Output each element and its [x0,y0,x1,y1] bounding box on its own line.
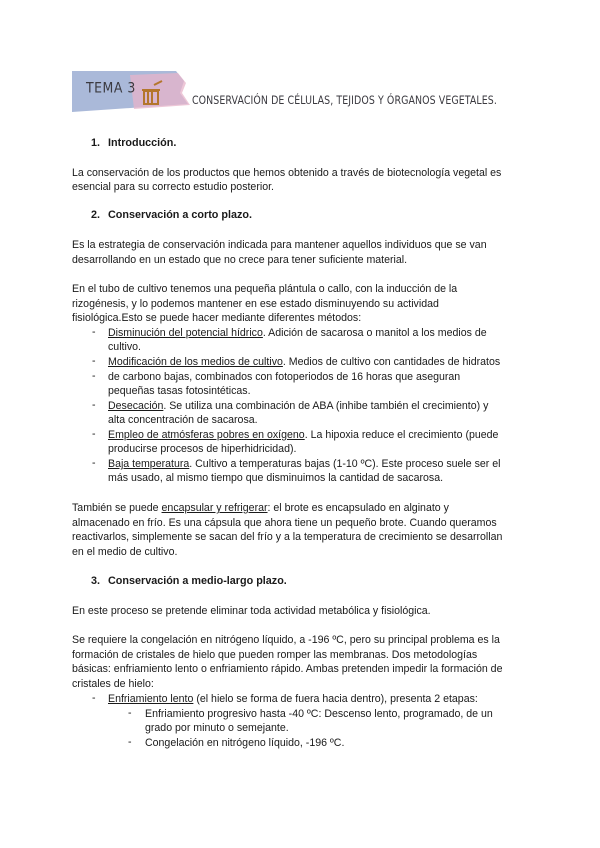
method-term: Disminución del potencial hídrico [108,327,263,339]
paragraph-line: Se requiere la congelación en nitrógeno líquido, a -196 ºC, pero su principal problema es la [72,634,500,646]
list-bullet: - [92,428,96,440]
paragraph-line: básicas: enfriamiento lento o enfriamiento rápido. Ambas pretenden impedir la formación de [72,663,503,675]
text-run: También se puede [72,502,162,514]
method-term: Baja temperatura [108,458,190,470]
list-bullet: - [92,370,96,382]
method-desc: . Medios de cultivo con cantidades de hidratos [282,356,501,368]
list-item-continuation: alta concentración de sacarosa. [108,414,258,426]
method-desc: (el hielo se forma de fuera hacia dentro), presenta 2 etapas: [193,693,478,705]
paragraph-line: desarrollando en un estado que no crece para tener suficiente material. [72,254,408,266]
section-3-heading: Conservación a medio-largo plazo. [108,575,287,587]
list-item [108,355,500,369]
document-title: CONSERVACIÓN DE CÉLULAS, TEJIDOS Y ÓRGANOS VEGETALES. [192,93,497,107]
method-term: encapsular y refrigerar [161,502,268,514]
paragraph-line: en el medio de cultivo. [72,546,178,558]
list-item-continuation: más usado, al mismo tiempo que disminuimos la cantidad de sacarosa. [108,472,444,484]
paragraph-line: reactivarlos, simplemente se sacan del frío y a la temperatura de crecimiento se desarrollan [72,531,503,543]
list-item [108,326,487,340]
paragraph-line: En este proceso se pretende eliminar toda actividad metabólica y fisiológica. [72,605,431,617]
method-term: Empleo de atmósferas pobres en oxígeno [108,429,305,441]
method-desc: . La hipoxia reduce el crecimiento (puede [304,429,499,441]
method-desc: . Se utiliza una combinación de ABA (inhibe también el crecimiento) y [163,400,489,412]
section-2-number: 2. [91,209,101,221]
list-item [108,457,501,471]
sublist-item-continuation: grado por minuto o semejante. [145,722,289,734]
paragraph-line: Es la estrategia de conservación indicada para mantener aquellos individuos que se van [72,239,487,251]
tema-badge: TEMA 3 [86,78,136,97]
method-term: Modificación de los medios de cultivo [108,356,283,368]
list-bullet: - [92,457,96,469]
paragraph-line: fisiológica.Esto se puede hacer mediante diferentes métodos: [72,312,362,324]
section-1-number: 1. [91,137,101,149]
paragraph-line [72,501,449,515]
method-desc: . Cultivo a temperaturas bajas (1-10 ºC). Este proceso suele ser el [189,458,501,470]
paragraph-line: rizogénesis, y lo podemos mantener en ese estado disminuyendo su actividad [72,298,439,310]
list-bullet: - [92,399,96,411]
list-item-continuation: cultivo. [108,341,141,353]
method-term: Enfriamiento lento [108,693,194,705]
list-item [108,399,488,413]
text-run: : el brote es encapsulado en alginato y [267,502,449,514]
method-desc: . Adición de sacarosa o manitol a los medios de [262,327,487,339]
list-item-continuation: pequeñas tasas fotosintéticas. [108,385,251,397]
section-3-number: 3. [91,575,101,587]
paragraph-line: esencial para su correcto estudio posterior. [72,181,274,193]
sublist-item: Congelación en nitrógeno líquido, -196 ºC. [145,737,345,749]
section-1-heading: Introducción. [108,137,177,149]
sublist-bullet: - [128,736,132,748]
sublist-bullet: - [128,707,132,719]
list-item-continuation: de carbono bajas, combinados con fotoperiodos de 16 horas que aseguran [108,371,461,383]
paragraph-line: cristales de hielo: [72,678,154,690]
list-bullet: - [92,355,96,367]
method-term: Desecación [108,400,164,412]
list-item [108,692,478,706]
list-item [108,428,498,442]
list-item-continuation: producirse procesos de hiperhidricidad). [108,443,297,455]
list-bullet: - [92,692,96,704]
paragraph-line: almacenado en frío. Es una cápsula que ahora tiene un pequeño brote. Cuando queramos [72,517,497,529]
sublist-item: Enfriamiento progresivo hasta -40 ºC: Descenso lento, programado, de un [145,708,493,720]
list-bullet: - [92,326,96,338]
paragraph-line: formación de cristales de hielo que pueden romper las membranas. Dos metodologías [72,649,478,661]
paragraph-line: La conservación de los productos que hemos obtenido a través de biotecnología vegetal es [72,167,502,179]
paragraph-line: En el tubo de cultivo tenemos una pequeña plántula o callo, con la inducción de la [72,283,458,295]
section-2-heading: Conservación a corto plazo. [108,209,252,221]
